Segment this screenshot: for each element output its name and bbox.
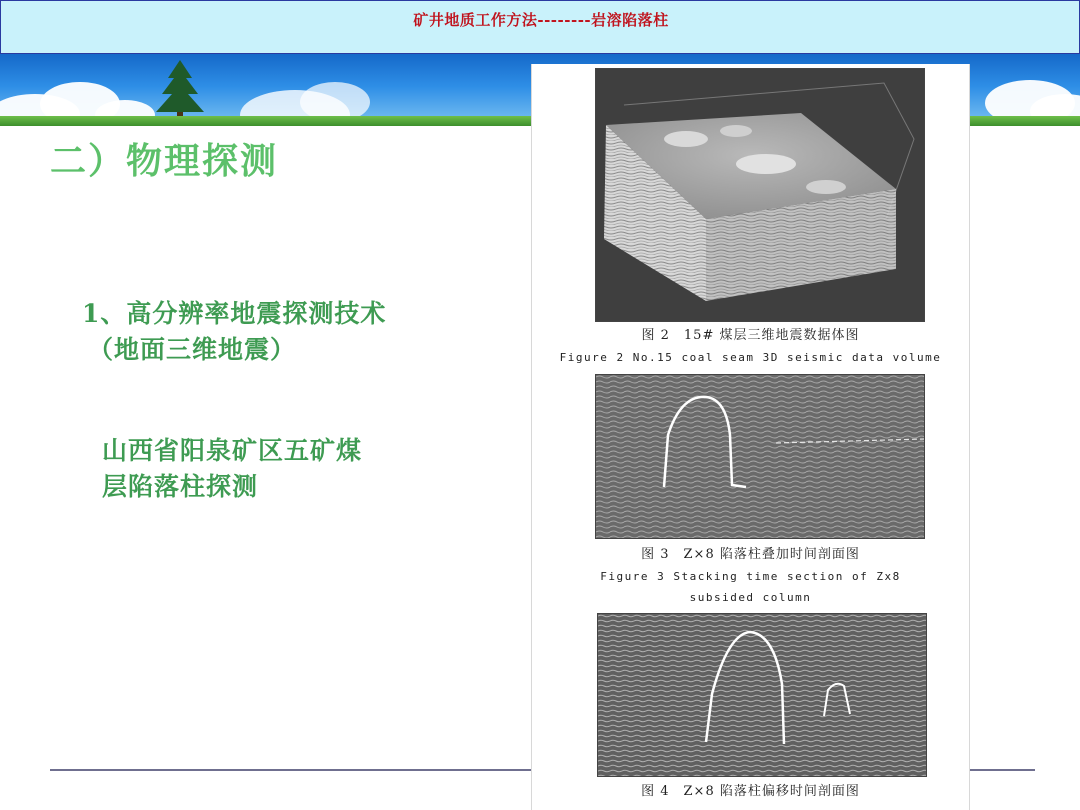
- point-line-2: （地面三维地震）: [88, 335, 297, 364]
- header-bar: [0, 0, 1080, 54]
- figure-3-caption-en-2: subsided column: [689, 591, 812, 604]
- description-line-1: 山西省阳泉矿区五矿煤: [102, 436, 363, 465]
- figure-3-caption-cn: 图 3 Z×8 陷落柱叠加时间剖面图: [641, 547, 860, 562]
- seismic-volume-image: [595, 68, 925, 322]
- figure-3-caption-en-1: Figure 3 Stacking time section of Zx8: [600, 570, 901, 583]
- description-line-2: 层陷落柱探测: [102, 472, 259, 501]
- header-title: 矿井地质工作方法--------岩溶陷落柱: [413, 11, 669, 29]
- figure-panel: [531, 64, 970, 810]
- stacking-section-image: [595, 374, 925, 539]
- figure-2-caption-en: Figure 2 No.15 coal seam 3D seismic data volume: [559, 351, 942, 364]
- migration-section-image: [597, 613, 927, 777]
- figure-4-caption-cn: 图 4 Z×8 陷落柱偏移时间剖面图: [641, 784, 860, 799]
- slide-title: 二）物理探测: [50, 140, 279, 182]
- point-line-1: 1、高分辨率地震探测技术: [82, 299, 387, 328]
- figure-2-caption-cn: 图 2 15# 煤层三维地震数据体图: [641, 328, 860, 343]
